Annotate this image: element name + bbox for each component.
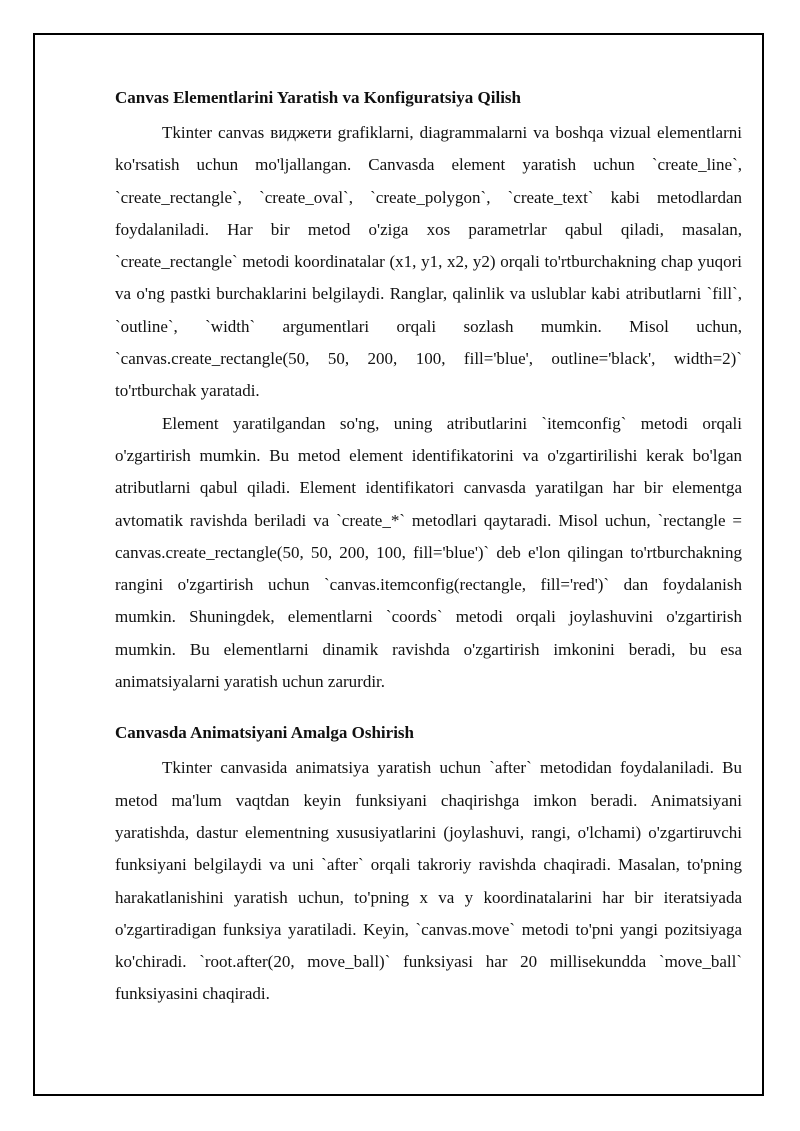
paragraph-animation-after: Tkinter canvasida animatsiya yaratish uchun `after` metodidan foydalaniladi. Bu metod ma'lum vaqtdan keyin funksiyani chaqirishga imkon beradi. Animatsiyani yaratishda, dastur elementning xususiyatlarini (joylashuvi, rangi, o'lchami) o'zgartiruvchi funksiyani belgilaydi va uni `after` orqali takroriy ravishda chaqiradi. Masalan, to'pning harakatlanishini yaratish uchun, to'pning x va y koordinatalarini har bir iteratsiyada o'zgartiradigan funksiya yaratiladi. Keyin, `canvas.move` metodi to'pni yangi pozitsiyaga ko'chiradi. `root.after(20, move_ball)` funksiyasi har 20 millisekundda `move_ball` funksiyasini chaqiradi. <box>115 758 742 1004</box>
paragraph-canvas-create: Tkinter canvas виджети grafiklarni, diagrammalarni va boshqa vizual elementlarni ko'rsatish uchun mo'ljallangan. Canvasda element yaratish uchun `create_line`, `create_rectangle`, `create_oval`, `create_polygon`, `create_text` kabi metodlardan foydalaniladi. Har bir metod o'ziga xos parametrlar qabul qiladi, masalan, `create_rectangle` metodi koordinatalar (x1, y1, x2, y2) orqali to'rtburchakning chap yuqori va o'ng pastki burchaklarini belgilaydi. Ranglar, qalinlik va uslublar kabi atributlarni `fill`, `outline`, `width` argumentlari orqali sozlash mumkin. Misol uchun, `canvas.create_rectangle(50, 50, 200, 100, fill='blue', outline='black', width=2)` to'rtburchak yaratadi. <box>115 123 742 401</box>
section-heading-canvas-elements: Canvas Elementlarini Yaratish va Konfiguratsiya Qilish <box>115 88 521 107</box>
paragraph-itemconfig: Element yaratilgandan so'ng, uning atributlarini `itemconfig` metodi orqali o'zgartirish mumkin. Bu metod element identifikatorini va o'zgartirilishi kerak bo'lgan atributlarni qabul qiladi. Element identifikatori canvasda yaratilgan har bir elementga avtomatik ravishda beriladi va `create_*` metodlari qaytaradi. Misol uchun, `rectangle = canvas.create_rectangle(50, 50, 200, 100, fill='blue')` deb e'lon qilingan to'rtburchakning rangini o'zgartirish uchun `canvas.itemconfig(rectangle, fill='red')` dan foydalanish mumkin. Shuningdek, elementlarni `coords` metodi orqali joylashuvini o'zgartirish mumkin. Bu elementlarni dinamik ravishda o'zgartirish imkonini beradi, bu esa animatsiyalarni yaratish uchun zarurdir. <box>115 413 742 692</box>
section-heading-animation: Canvasda Animatsiyani Amalga Oshirish <box>115 723 414 743</box>
document-body <box>115 85 742 1011</box>
